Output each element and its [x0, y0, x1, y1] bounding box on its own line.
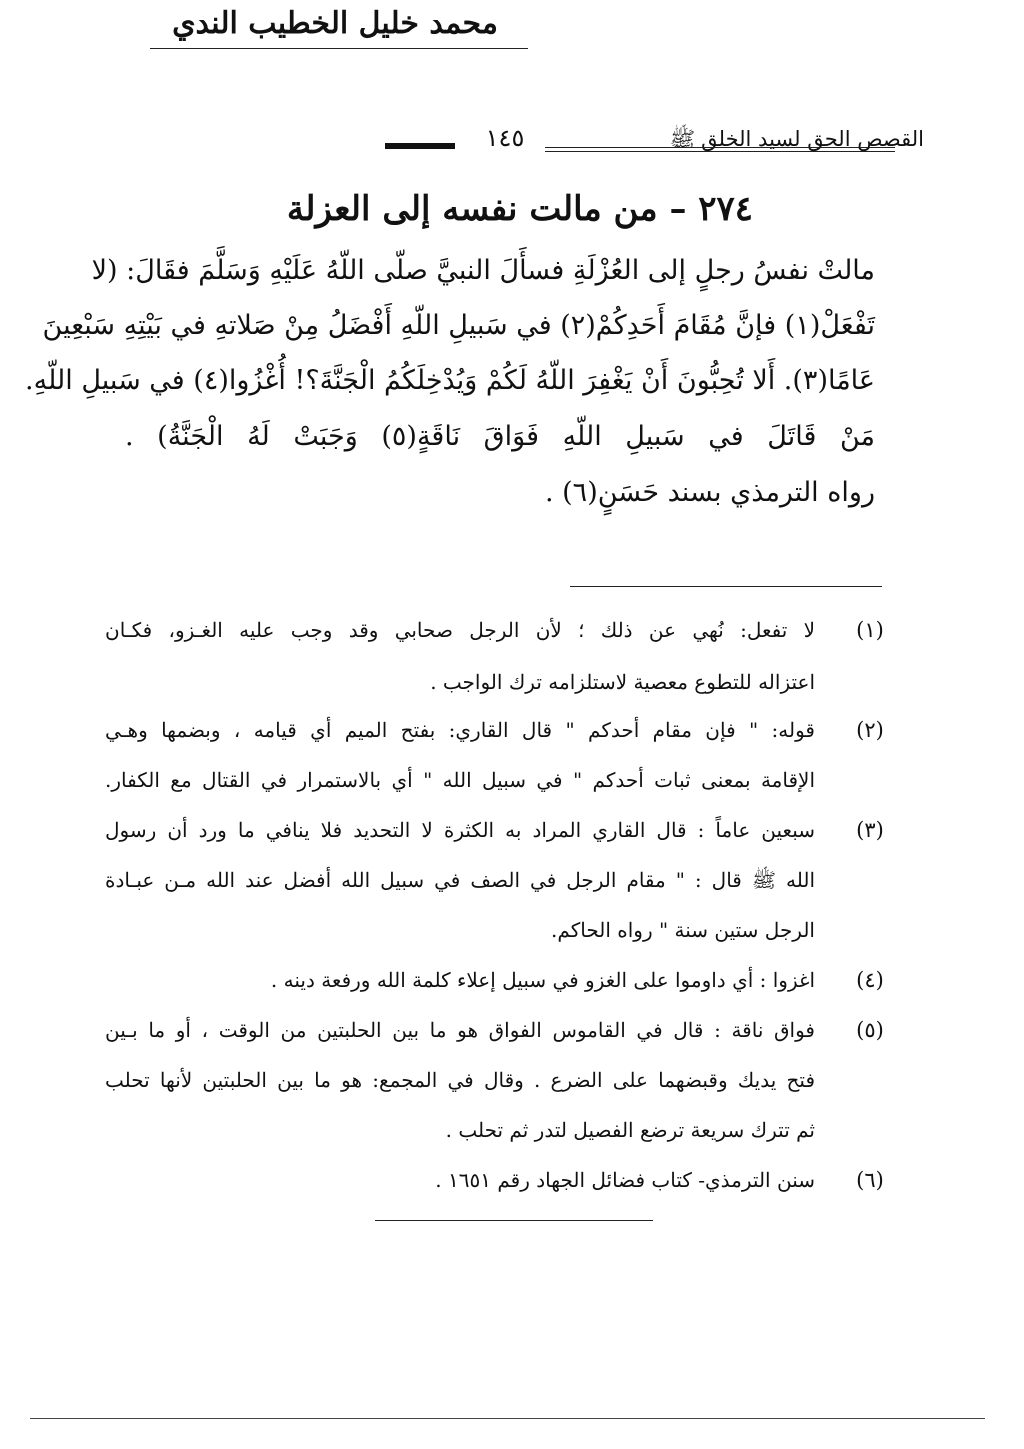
header-rule-long — [545, 147, 895, 148]
page-bottom-rule — [30, 1418, 985, 1419]
author-underline — [150, 48, 528, 49]
footnotes-end-rule — [375, 1220, 653, 1221]
footnote-2-line-1: قوله: " فإن مقام أحدكم " قال القاري: بفتح الميم أي قيامه ، وبضمها وهـي — [105, 718, 815, 742]
salutation-icon: ﷺ — [669, 127, 696, 151]
footnote-number-6: (٦) — [856, 1168, 884, 1192]
footnote-1-line-1: لا تفعل: نُهي عن ذلك ؛ لأن الرجل صحابي وقد وجب عليه الغـزو، فكـان — [105, 618, 815, 642]
hadith-line-1: مالتْ نفسُ رجلٍ إلى العُزْلَةِ فسأَلَ النبيَّ صلّى اللّهُ عَلَيْهِ وَسَلَّمَ فقَالَ: (لا — [91, 255, 875, 286]
running-header — [670, 122, 924, 156]
author-name: محمد خليل الخطيب الندي — [172, 6, 498, 41]
footnote-5-line-3: ثم تترك سريعة ترضع الفصيل لتدر ثم تحلب . — [445, 1118, 815, 1142]
footnote-number-3: (٣) — [856, 818, 884, 842]
footnote-4-line-1: اغزوا : أي داوموا على الغزو في سبيل إعلاء كلمة الله ورفعة دينه . — [270, 968, 815, 992]
footnote-number-5: (٥) — [856, 1018, 884, 1042]
footnote-number-2: (٢) — [856, 718, 884, 742]
footnote-number-4: (٤) — [856, 968, 884, 992]
hadith-line-3: عَامًا(٣). أَلا تُحِبُّونَ أَنْ يَغْفِرَ اللّهُ لَكُمْ وَيُدْخِلَكُمُ الْجَنَّةَ؟! أُغْزُوا(٤) في سَبيلِ اللّهِ. — [25, 365, 875, 396]
hadith-line-5: رواه الترمذي بسند حَسَنٍ(٦) . — [544, 477, 875, 508]
header-rule-short — [385, 143, 455, 146]
footnote-5-line-2: فتح يديك وقبضهما على الضرع . وقال في المجمع: هو ما بين الحلبتين لأنها تحلب — [105, 1068, 815, 1092]
footnote-3-line-1: سبعين عاماً : قال القاري المراد به الكثرة لا التحديد فلا ينافي ما ورد أن رسول — [105, 818, 815, 842]
footnote-1-line-2: اعتزاله للتطوع معصية لاستلزامه ترك الواجب . — [430, 670, 815, 694]
footnote-number-1: (١) — [856, 618, 884, 642]
footnote-separator — [570, 586, 882, 587]
footnote-2-line-2: الإقامة بمعنى ثبات أحدكم " في سبيل الله " أي بالاستمرار في القتال مع الكفار. — [105, 768, 815, 792]
footnote-5-line-1: فواق ناقة : قال في القاموس الفواق هو ما بين الحلبتين من الوقت ، أو ما بـين — [105, 1018, 815, 1042]
footnote-3-line-3: الرجل ستين سنة " رواه الحاكم. — [551, 918, 815, 942]
book-title: القصص الحق لسيد الخلق — [701, 127, 924, 151]
hadith-line-4: مَنْ قَاتَلَ في سَبيلِ اللّهِ فَوَاقَ نَاقَةٍ(٥) وَجَبَتْ لَهُ الْجَنَّةُ) . — [125, 421, 875, 452]
page-number: ١٤٥ — [485, 124, 525, 152]
hadith-line-2: تَفْعَلْ(١) فإنَّ مُقَامَ أَحَدِكُمْ(٢) في سَبيلِ اللّهِ أَفْضَلُ مِنْ صَلاتهِ في بَيْتِهِ سَبْعِينَ — [42, 310, 875, 341]
footnote-3-line-2: الله ﷺ قال : " مقام الرجل في الصف في سبيل الله أفضل عند الله مـن عبـادة — [105, 868, 815, 892]
hadith-title: ٢٧٤ – من مالت نفسه إلى العزلة — [286, 189, 754, 229]
footnote-6-line-1: سنن الترمذي- كتاب فضائل الجهاد رقم ١٦٥١ . — [435, 1168, 815, 1192]
